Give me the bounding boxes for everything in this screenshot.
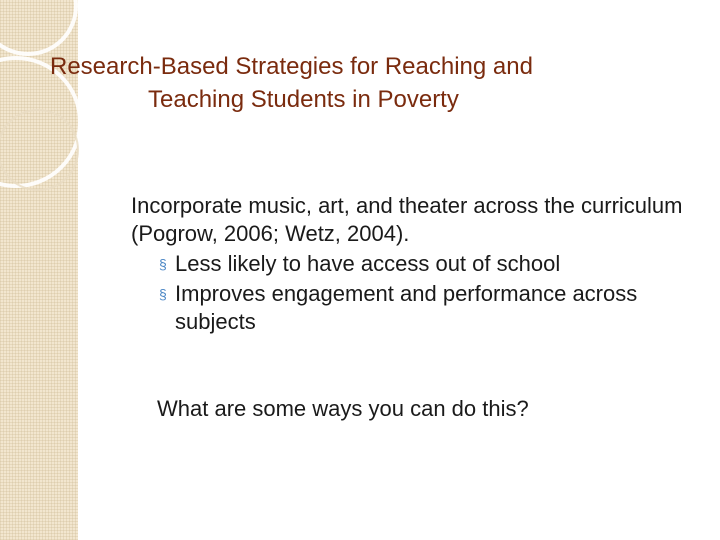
bullet-text: Improves engagement and performance across subjects	[175, 281, 638, 334]
bullet-item	[131, 250, 701, 278]
bullet-item	[131, 280, 701, 336]
slide-body	[131, 192, 701, 336]
bullet-text: Less likely to have access out of school	[175, 251, 561, 276]
slide-title-line-2: Teaching Students in Poverty	[148, 86, 459, 113]
slide-title-line-1: Research-Based Strategies for Reaching and	[50, 53, 533, 80]
bullet-marker-icon: §	[159, 256, 167, 272]
body-paragraph: Incorporate music, art, and theater across the curriculum (Pogrow, 2006; Wetz, 2004).	[131, 193, 683, 246]
discussion-question: What are some ways you can do this?	[157, 396, 529, 421]
bullet-marker-icon: §	[159, 286, 167, 302]
decorative-circle-small	[0, 110, 78, 190]
decorative-circle-top	[0, 0, 76, 54]
slide-title	[30, 50, 650, 116]
